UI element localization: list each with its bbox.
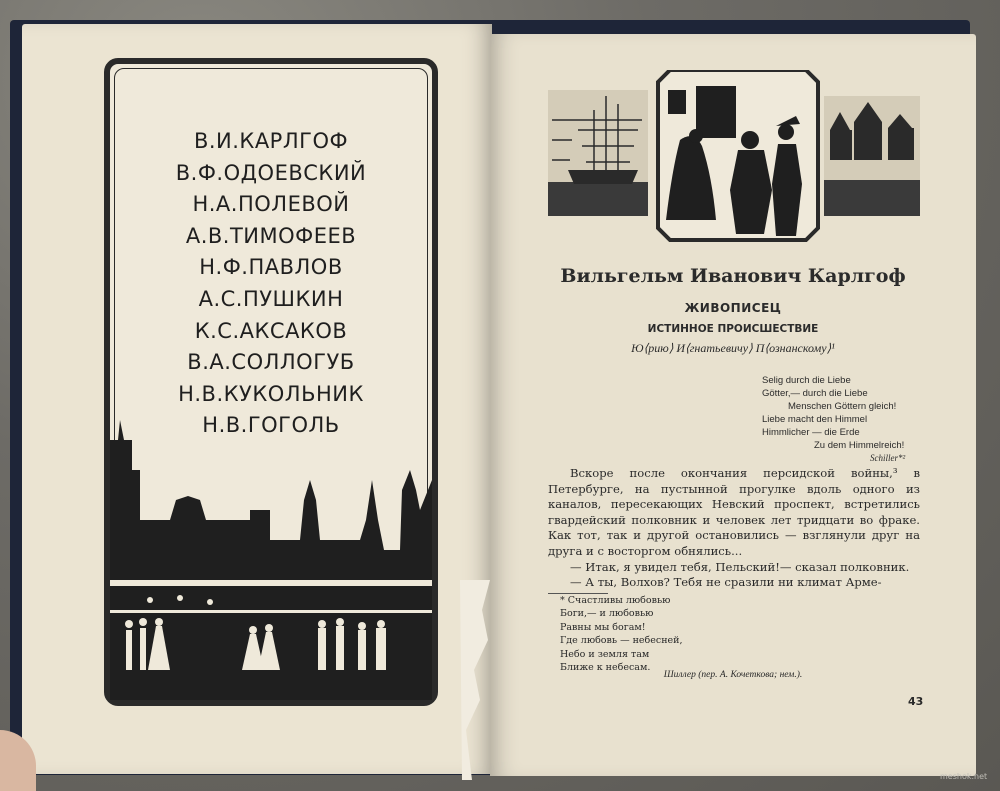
cityscape-engraving <box>110 400 432 700</box>
page-number: 43 <box>908 695 924 708</box>
story-body <box>548 466 920 591</box>
epigraph-line: Götter,— durch die Liebe <box>762 388 868 399</box>
footnote-line: * Счастливы любовью <box>560 595 671 606</box>
footnote-line: Ближе к небесам. <box>560 662 651 674</box>
author-name: Н.А.ПОЛЕВОЙ <box>192 192 350 217</box>
story-subtitle: ИСТИННОЕ ПРОИСШЕСТВИЕ <box>647 323 819 335</box>
author-frame <box>104 58 438 706</box>
author-name: Н.В.КУКОЛЬНИК <box>178 381 364 406</box>
author-name: В.Ф.ОДОЕВСКИЙ <box>175 160 367 185</box>
body-paragraph: — Итак, я увидел тебя, Пельский!— сказал полковник. <box>570 559 910 574</box>
epigraph-line: Selig durch die Liebe <box>762 375 851 386</box>
author-name: Н.В.ГОГОЛЬ <box>202 413 340 438</box>
epigraph <box>762 374 922 452</box>
author-name: А.С.ПУШКИН <box>198 286 344 311</box>
footnote-line: Небо и земля там <box>560 648 650 660</box>
footnote-line: Где любовь — небесней, <box>560 635 683 647</box>
epigraph-line: Zu dem Himmelreich! <box>814 440 905 451</box>
footnote-line: Боги,— и любовью <box>560 608 654 620</box>
story-author-title: Вильгельм Иванович Карлгоф <box>560 265 906 287</box>
author-name: В.И.КАРЛГОФ <box>193 129 349 153</box>
watermark: meshok.net <box>940 772 988 781</box>
torn-binding <box>460 580 494 780</box>
author-list <box>110 126 432 442</box>
header-engraving <box>548 70 920 242</box>
story-title: ЖИВОПИСЕЦ <box>684 301 782 315</box>
author-name: Н.Ф.ПАВЛОВ <box>199 255 343 280</box>
epigraph-author: Schiller*² <box>870 453 906 463</box>
dedication: Ю⟨рию⟩ И⟨гнатьевичу⟩ П⟨ознанскому⟩¹ <box>631 341 835 355</box>
epigraph-line: Himmlicher — die Erde <box>762 427 860 438</box>
body-paragraph: Вскоре после окончания персидской войны,³ в Петербурге, на пустынной прогулке вдоль одного из каналов, пересекающих Невский проспект, встретились гвардейский полковник и человек лет тридцати во фраке. Как тот, так и другой остановились — взглянули друг на друга и с восторгом обнялись... <box>548 466 920 558</box>
epigraph-line: Menschen Göttern gleich! <box>788 401 897 412</box>
body-paragraph: — А ты, Волхов? Тебя не сразили ни климат Арме- <box>570 575 882 590</box>
footnote <box>560 594 800 674</box>
author-name: А.В.ТИМОФЕЕВ <box>185 223 357 248</box>
footnote-attribution: Шиллер (пер. А. Кочеткова; нем.). <box>663 670 803 680</box>
author-name: К.С.АКСАКОВ <box>194 318 348 343</box>
epigraph-line: Liebe macht den Himmel <box>762 414 868 425</box>
footnote-line: Равны мы богам! <box>560 621 646 633</box>
author-name: В.А.СОЛЛОГУБ <box>187 350 355 375</box>
